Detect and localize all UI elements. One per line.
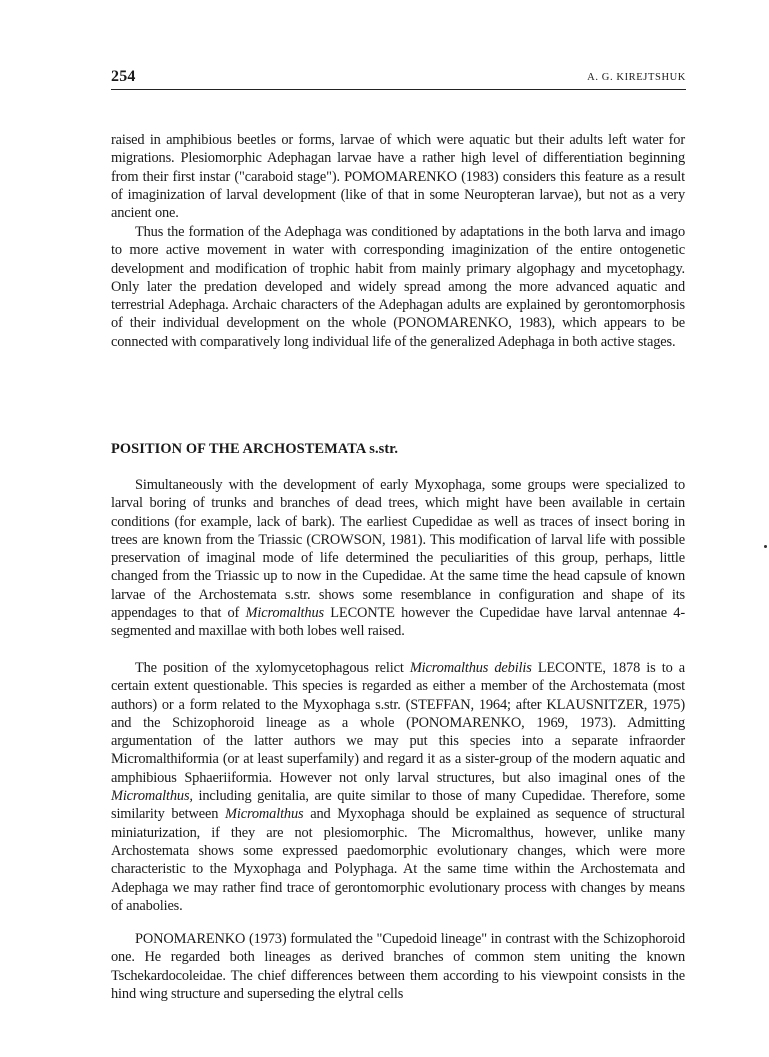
running-head-author: A. G. KIREJTSHUK	[587, 72, 686, 83]
scan-speck	[764, 545, 767, 548]
paragraph-adephaga-formation: Thus the formation of the Adephaga was conditioned by adaptations in the both larva and imago to more active movement in water with corresponding imaginization of the entire ontogenetic development and modification of trophic habit from mainly primary algophagy and mycetophagy. Only later the predation developed and widely spread among the more advanced aquatic and terrestrial Adephaga. Archaic characters of the Adephagan adults are explained by gerontomorphosis of their individual development on the whole (PONOMARENKO, 1983), which appears to be connected with comparatively long individual life of the generalized Adephaga in both active stages.	[111, 224, 685, 350]
paragraph-continuation: raised in amphibious beetles or forms, larvae of which were aquatic but their adults left water for migrations. Plesiomorphic Adephagan larvae have a rather high level of differentiation beginning from their first instar ("caraboid stage"). POMOMARENKO (1983) considers this feature as a result of imaginization of larval development (like of that in some Neuropteran larvae), but not as a very ancient one.	[111, 132, 685, 222]
text-run: and Myxophaga should be explained as sequence of structural miniaturization, if they are not plesiomorphic. The Micromalthus, however, unlike many Archostemata shows some expressed paedomorphic evolutionary changes, which were more characteristic to the Myxophaga and Polyphaga. At the same time within the Archostemata and Adephaga we may rather find trace of gerontomorphic evolutionary process with changes by means of anabolies.	[111, 806, 685, 914]
page-number: 254	[111, 68, 136, 85]
section-heading: POSITION OF THE ARCHOSTEMATA s.str.	[111, 441, 399, 457]
paragraph-cupedoid-lineage: PONOMARENKO (1973) formulated the "Cupedoid lineage" in contrast with the Schizophoroid one. He regarded both lineages as derived branches of common stem uniting the known Tschekardocoleidae. The chief differences between them according to his viewpoint consists in the hind wing structure and superseding the elytral cells	[111, 931, 685, 1002]
taxon-name-italic: Micromalthus	[225, 806, 304, 823]
paragraph-micromalthus-position	[111, 659, 685, 915]
header-rule	[111, 89, 686, 90]
text-run: The position of the xylomycetophagous relict	[135, 660, 410, 676]
taxon-name-italic: Micromalthus debilis	[409, 660, 532, 676]
taxon-name-italic: Micromalthus,	[111, 788, 193, 805]
text-run: Simultaneously with the development of early Myxophaga, some groups were specialized to larval boring of trunks and branches of dead trees, which might have been available in certain conditions (for example, lack of bark). The earliest Cupedidae as well as traces of insect boring in trees are known from the Triassic (CROWSON, 1981). This modification of larval life with possible preservation of imaginal mode of life determined the peculiarities of this group, perhaps, little changed from the Triassic up to now in the Cupedidae. At the same time the head capsule of known larvae of the Archostemata s.str. shows some resemblance in configuration and shape of its appendages to that of	[111, 477, 685, 622]
text-run: including genitalia, are quite similar to those of many Cupedidae. Therefore, some similarity between	[111, 788, 685, 823]
text-run: LECONTE, 1878 is to a certain extent questionable. This species is regarded as either a member of the Archostemata (most authors) or a form related to the Myxophaga s.str. (STEFFAN, 1964; after KLAUSNITZER, 1975) and the Schizophoroid lineage as a whole (PONOMARENKO, 1969, 1973). Admitting argumentation of the latter authors we may put this species into a separate infraorder Micromalthiformia (or at least superfamily) and regard it as a sister-group of the modern aquatic and amphibious Sphaeriiformia. However not only larval structures, but also imaginal ones of the	[111, 660, 686, 786]
taxon-name-italic: Micromalthus	[245, 605, 324, 622]
text-run: LECONTE however the Cupedidae have larval antennae 4-segmented and maxillae with both lobes well raised.	[111, 605, 685, 640]
paragraph-archostemata-origin	[111, 476, 685, 641]
page-header	[111, 68, 686, 90]
